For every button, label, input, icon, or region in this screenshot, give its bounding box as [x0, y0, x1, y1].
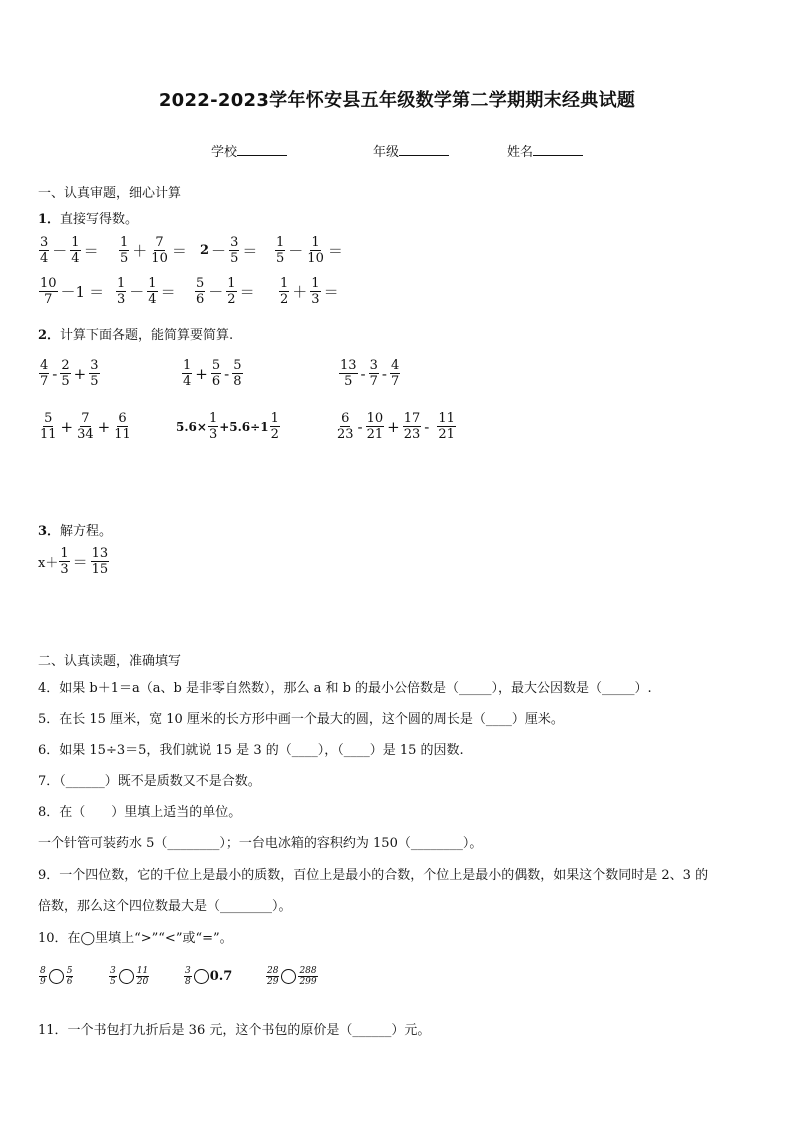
q2-expr-4: 5 11 + $\frac{7}{34}$ + $\frac{6}{11}$: [40, 411, 131, 442]
section-1-heading: 一、认真审题，细心计算: [38, 186, 182, 201]
q10-compare-2: 3 5 11 20: [110, 966, 149, 987]
question-1: 1．直接写得数。: [38, 212, 139, 227]
question-3: 3．解方程。: [38, 524, 113, 539]
question-11: 11．一个书包打九折后是 36 元，这个书包的原价是（______）元。: [38, 1023, 431, 1038]
circle-blank[interactable]: [194, 969, 209, 984]
question-9-line-1: 9．一个四位数，它的千位上是最小的质数，百位上是最小的合数，个位上是最小的偶数，如果这个数同时是 2、3 的: [38, 868, 709, 883]
question-8: 8．在（ ）里填上适当的单位。: [38, 805, 242, 820]
question-5: 5．在长 15 厘米，宽 10 厘米的长方形中画一个最大的圆，这个圆的周长是（____）厘米。: [38, 712, 564, 727]
circle-blank[interactable]: [119, 969, 134, 984]
q1-item-6: 1 3 － 1 4 ＝: [117, 276, 176, 307]
q10-compare-3: 3 8 0.7: [185, 966, 233, 987]
q1-item-4: 1 5 － 1 10 ＝: [276, 235, 343, 266]
school-field[interactable]: 学校: [211, 141, 287, 160]
q1-item-3: 2 － 3 5 ＝: [200, 235, 258, 266]
q10-compare-4: 28 29 288 299: [267, 966, 317, 987]
question-7: 7．（______）既不是质数又不是合数。: [38, 774, 261, 789]
q1-item-7: 5 6 － 1 2 ＝: [196, 276, 255, 307]
q2-expr-5: 5.6× $\frac{1}{3}$ +5.6÷1 1 2: [176, 411, 279, 442]
question-9-line-2: 倍数，那么这个四位数最大是（________）。: [38, 899, 292, 914]
question-10: 10．在◯里填上“>”“<”或“=”。: [38, 931, 233, 946]
q1-item-8: 1 2 ＋ 1 3 ＝: [280, 276, 339, 307]
grade-field[interactable]: 年级: [373, 141, 449, 160]
question-2: 2．计算下面各题，能简算要简算.: [38, 328, 234, 343]
q2-expr-6: 6 23 - 10 21 + $\frac{17}{23}$ - 11 21: [337, 411, 455, 442]
q2-expr-1: 4 7 - 2 5 + $\frac{3}{5}$: [40, 358, 99, 389]
q3-equation: x＋ 1 3 ＝ 13 15: [38, 546, 109, 577]
question-4: 4．如果 b＋1＝a（a、b 是非零自然数），那么 a 和 b 的最小公倍数是（_____），最大公因数是（_____）.: [38, 681, 652, 696]
q10-compare-1: 8 9 5 6: [40, 966, 73, 987]
q2-expr-3: 13 5 - 3 7 - 4 7: [340, 358, 400, 389]
name-field[interactable]: 姓名: [507, 141, 583, 160]
q1-item-1: 3 4 － 1 4 ＝: [40, 235, 99, 266]
q2-expr-2: 1 4 + $\frac{5}{6}$ - 5 8: [183, 358, 242, 389]
section-2-heading: 二、认真读题，准确填写: [38, 654, 182, 669]
page-title: 2022-2023学年怀安县五年级数学第二学期期末经典试题: [158, 90, 636, 111]
question-6: 6．如果 15÷3＝5，我们就说 15 是 3 的（____），（____）是 15 的因数.: [38, 743, 464, 758]
circle-blank[interactable]: [49, 969, 64, 984]
circle-blank[interactable]: [281, 969, 296, 984]
question-8-sub: 一个针管可装药水 5（________）；一台电冰箱的容积约为 150（________）。: [38, 836, 483, 851]
q1-item-2: 1 5 ＋ 7 10 ＝: [120, 235, 187, 266]
q1-item-5: 10 7 －1 ＝: [40, 276, 105, 307]
